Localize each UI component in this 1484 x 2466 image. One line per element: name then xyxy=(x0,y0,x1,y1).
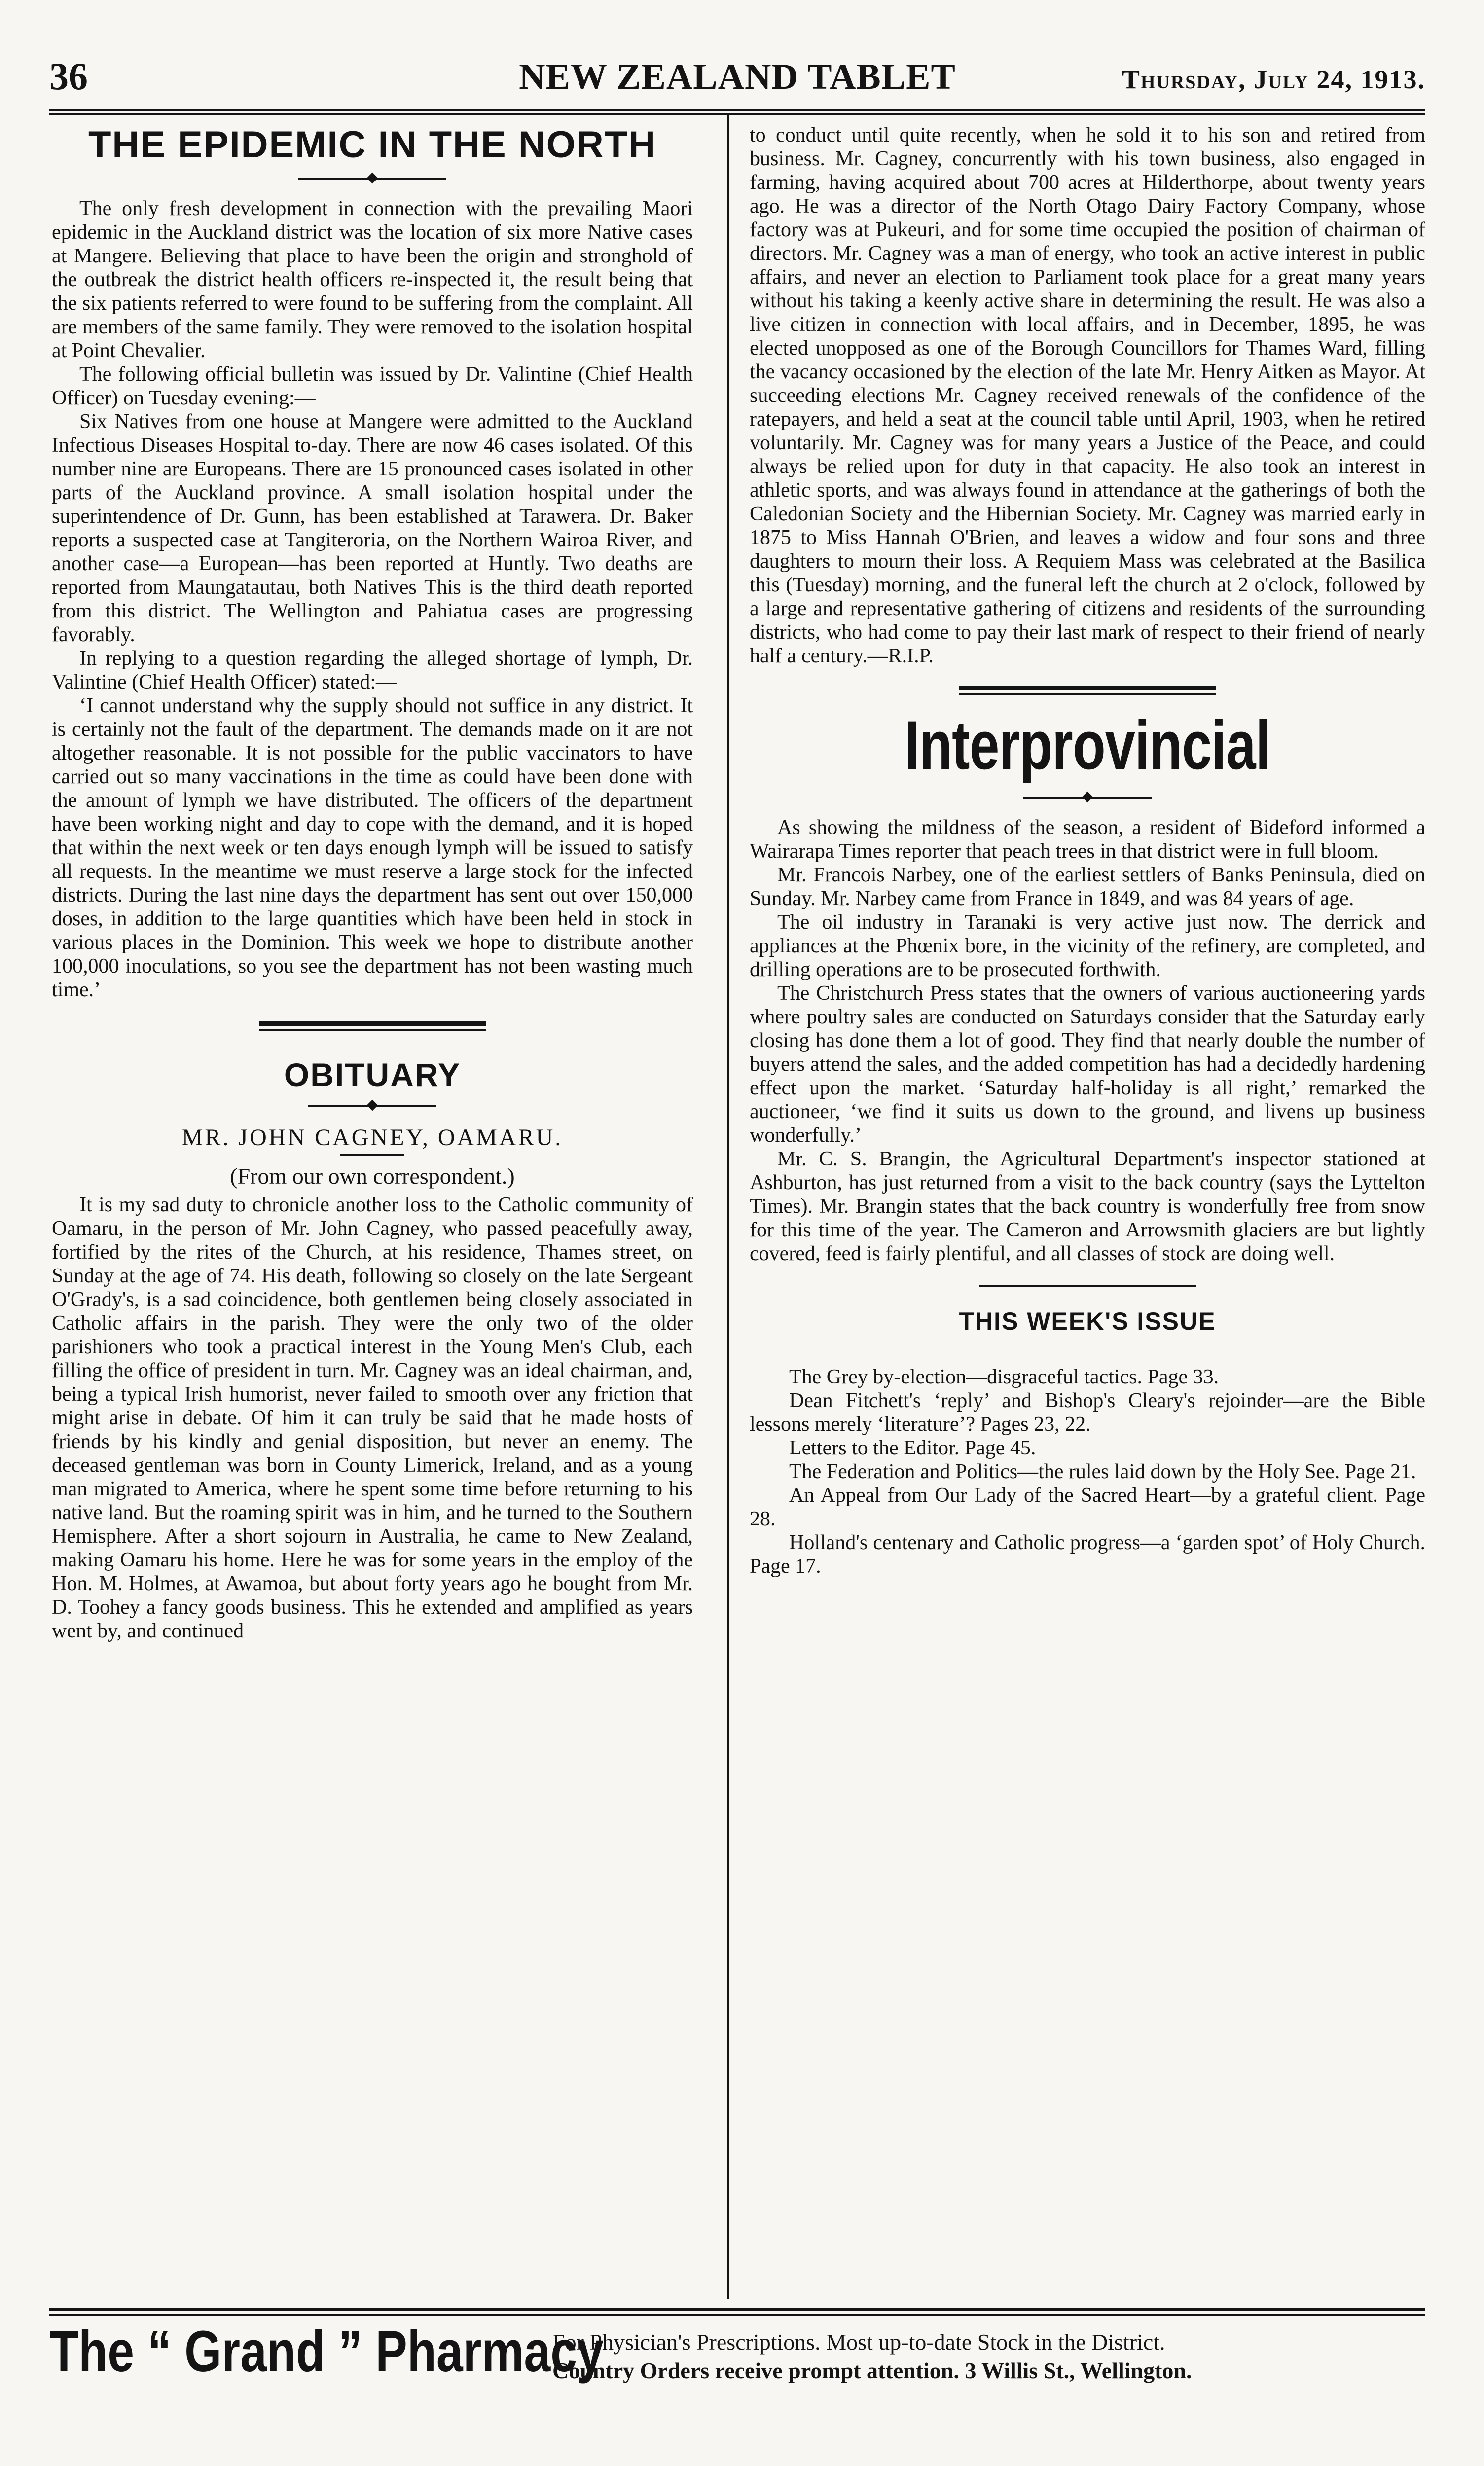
issue-item: An Appeal from Our Lady of the Sacred Heart—by a grateful client. Page 28. xyxy=(750,1484,1425,1530)
section-rule xyxy=(979,1285,1196,1287)
interprovincial-title: Interprovincial xyxy=(905,706,1270,784)
interprovincial-paragraph: The Christchurch Press states that the owners of various auctioneering yards where poultry sales are conducted on Saturdays consider that the Saturday early closing has done them a lot of good. They find that nearly double the number of buyers attend the sales, and the added competition has had a decidedly hardening effect upon the market. ‘Saturday half-holiday is all right,’ remarked the auctioneer, ‘we find it suits us down to the ground, and livens up business wonderfully.’ xyxy=(750,982,1425,1147)
obituary-title: OBITUARY xyxy=(284,1056,461,1093)
ad-line-2: Country Orders receive prompt attention. 3 Willis St., Wellington. xyxy=(552,2358,1192,2383)
ornament-divider xyxy=(1023,787,1152,809)
header-rule-bottom xyxy=(49,113,1425,115)
header-rule-top xyxy=(49,109,1425,111)
issue-date: Thursday, July 24, 1913. xyxy=(1122,65,1425,94)
interprovincial-paragraph: Mr. C. S. Brangin, the Agricultural Department's inspector stationed at Ashburton, has just returned from a visit to the back country (says the Lyttelton Times). Mr. Brangin states that the back country is wonderfully free from snow for this time of the year. The Cameron and Arrowsmith glaciers are but lightly covered, feed is fairly plentiful, and all classes of stock are doing well. xyxy=(750,1148,1425,1265)
issue-item: The Grey by-election—disgraceful tactics. Page 33. xyxy=(789,1366,1219,1388)
masthead: NEW ZEALAND TABLET xyxy=(519,57,956,97)
pharmacy-name: The “ Grand ” Pharmacy xyxy=(49,2319,604,2384)
interprovincial-paragraph: The oil industry in Taranaki is very active just now. The derrick and appliances at the Phœnix bore, in the vicinity of the refinery, are completed, and drilling operations are to be prosecuted forthwith. xyxy=(750,911,1425,981)
page-header xyxy=(49,54,1425,109)
section-rule xyxy=(259,1021,486,1031)
pharmacy-advertisement xyxy=(49,2318,1425,2436)
epidemic-paragraph: In replying to a question regarding the alleged shortage of lymph, Dr. Valintine (Chief Health Officer) stated:— xyxy=(52,647,693,693)
page-number: 36 xyxy=(49,55,88,98)
short-rule xyxy=(340,1154,404,1156)
obituary-paragraph: It is my sad duty to chronicle another loss to the Catholic community of Oamaru, in the person of Mr. John Cagney, who passed peacefully away, fortified by the rites of the Church, at his residence, Thames street, on Sunday at the age of 74. His death, following so closely on the late Sergeant O'Grady's, is a sad coincidence, both gentlemen being closely associated in Catholic affairs in the parish. They were the only two of the older parishioners who took a practical interest in the Young Men's Club, each filling the office of president in turn. Mr. Cagney was an ideal chairman, and, being a typical Irish humorist, never failed to smooth over any friction that might arise in debate. Of him it can truly be said that he made hosts of friends by his kindly and genial disposition, but never an enemy. The deceased gentleman was born in County Limerick, Ireland, and as a young man migrated to America, where he spent some time before returning to his native land. But the roaming spirit was in him, and he turned to the Southern Hemisphere. After a short sojourn in Australia, he came to New Zealand, making Oamaru his home. Here he was for some years in the employ of the Hon. M. Holmes, at Awamoa, but about forty years ago he bought from Mr. D. Toohey a fancy goods business. This he extended and amplified as years went by, and continued xyxy=(52,1194,693,1642)
epidemic-paragraph: The following official bulletin was issued by Dr. Valintine (Chief Health Officer) on Tuesday evening:— xyxy=(52,363,693,409)
obituary-subhead: MR. JOHN CAGNEY, OAMARU. xyxy=(181,1124,563,1151)
interprovincial-paragraph: As showing the mildness of the season, a resident of Bideford informed a Wairarapa Times reporter that peach trees in that district were in full bloom. xyxy=(750,816,1425,863)
issue-item: Letters to the Editor. Page 45. xyxy=(789,1437,1036,1459)
section-rule xyxy=(959,686,1216,695)
footer-rule xyxy=(49,2314,1425,2316)
epidemic-title: THE EPIDEMIC IN THE NORTH xyxy=(88,124,657,166)
issue-item: Dean Fitchett's ‘reply’ and Bishop's Cleary's rejoinder—are the Bible lessons merely ‘literature’? Pages 23, 22. xyxy=(750,1389,1425,1436)
epidemic-quote: ‘I cannot understand why the supply should not suffice in any district. It is certainly not the fault of the department. The demands made on it are not altogether reasonable. It is not possible for the public vaccinators to have carried out so many vaccinations in the time as could have been done with the amount of lymph we have distributed. The officers of the department have been working night and day to cope with the demand, and it is hoped that within the next week or ten days enough lymph will be issued to satisfy all requests. In the meantime we must reserve a large stock for the infected districts. During the last nine days the department has sent out over 150,000 doses, in addition to the large quantities which have been held in stock in various places in the Dominion. This week we hope to distribute another 100,000 inoculations, so you see the department has not been wasting much time.’ xyxy=(52,694,693,1001)
interprovincial-paragraph: Mr. Francois Narbey, one of the earliest settlers of Banks Peninsula, died on Sunday. Mr. Narbey came from France in 1849, and was 84 years of age. xyxy=(750,864,1425,910)
column-divider xyxy=(727,114,729,2299)
footer-rule xyxy=(49,2308,1425,2311)
this-weeks-issue-title: THIS WEEK'S ISSUE xyxy=(959,1307,1216,1335)
issue-list xyxy=(750,1365,1425,1578)
epidemic-paragraph: Six Natives from one house at Mangere were admitted to the Auckland Infectious Diseases Hospital to-day. There are now 46 cases isolated. Of this number nine are Europeans. There are 15 pronounced cases isolated in other parts of the Auckland province. A small isolation hospital under the superintendence of Dr. Gunn, has been established at Tarawera. Dr. Baker reports a suspected case at Tangiteroria, on the Northern Wairoa River, and another case—a European—has been reported at Huntly. Two deaths are reported from Maungatautau, both Natives This is the third death reported from this district. The Wellington and Pahiatua cases are progressing favorably. xyxy=(52,410,693,646)
ornament-divider xyxy=(308,1095,436,1117)
left-column xyxy=(52,123,693,1643)
obituary-continued: to conduct until quite recently, when he sold it to his son and retired from business. Mr. Cagney, concurrently with his town business, also engaged in farming, having acquired about 700 acres at Hilderthorpe, about twenty years ago. He was a director of the North Otago Dairy Factory Company, whose factory was at Pukeuri, and for some time occupied the position of chairman of directors. Mr. Cagney was a man of energy, who took an active interest in public affairs, and never an election to Parliament took place for a great many years without his taking a keenly active share in determining the result. He was also a live citizen in connection with local affairs, and in December, 1895, he was elected unopposed as one of the Borough Councillors for Thames Ward, filling the vacancy occasioned by the election of the late Mr. Henry Aitken as Mayor. At succeeding elections Mr. Cagney received renewals of the confidence of the ratepayers, and held a seat at the council table until April, 1903, when he retired voluntarily. Mr. Cagney was for many years a Justice of the Peace, and could always be relied upon for duty in that capacity. He also took an interest in athletic sports, and was always found in attendance at the gatherings of both the Caledonian Society and the Hibernian Society. Mr. Cagney was married early in 1875 to Miss Hannah O'Brien, and leaves a widow and four sons and three daughters to mourn their loss. A Requiem Mass was celebrated at the Basilica this (Tuesday) morning, and the funeral left the church at 2 o'clock, followed by a large and representative gathering of citizens and residents of the surrounding districts, who had come to pay their last mark of respect to their friend of nearly half a century.—R.I.P. xyxy=(750,124,1425,667)
right-column xyxy=(750,123,1425,1578)
obituary-credit: (From our own correspondent.) xyxy=(230,1163,515,1189)
issue-item: Holland's centenary and Catholic progress—a ‘garden spot’ of Holy Church. Page 17. xyxy=(750,1531,1425,1578)
ornament-divider xyxy=(298,168,446,190)
issue-item: The Federation and Politics—the rules laid down by the Holy See. Page 21. xyxy=(789,1460,1416,1483)
spacer xyxy=(750,1336,1425,1365)
ad-line-1: For Physician's Prescriptions. Most up-to-date Stock in the District. xyxy=(552,2329,1165,2355)
epidemic-paragraph: The only fresh development in connection with the prevailing Maori epidemic in the Auckland district was the location of six more Native cases at Mangere. Believing that place to have been the origin and stronghold of the outbreak the district health officers re-inspected it, the result being that the six patients referred to were found to be suffering from the complaint. All are members of the same family. They were removed to the isolation hospital at Point Chevalier. xyxy=(52,197,693,362)
